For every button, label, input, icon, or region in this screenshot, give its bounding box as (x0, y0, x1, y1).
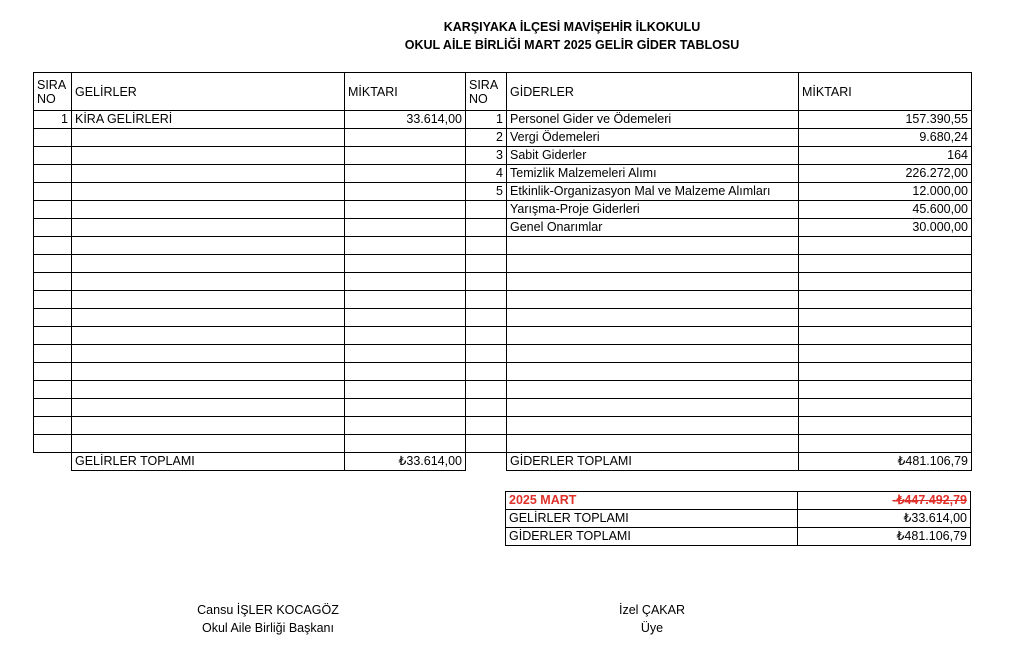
document-title: KARŞIYAKA İLÇESİ MAVİŞEHİR İLKOKULU (443, 20, 701, 34)
expense-row-no: 2 (466, 129, 507, 147)
expense-row-amount: 12.000,00 (799, 183, 972, 201)
income-row-no (34, 255, 72, 273)
expense-row-name (507, 291, 799, 309)
expense-row-amount (799, 381, 972, 399)
income-row-no (34, 237, 72, 255)
signature-role: Okul Aile Birliği Başkanı (201, 621, 334, 635)
income-no-header: SIRA NO (34, 73, 72, 111)
expense-row-no (466, 237, 507, 255)
table-row (34, 291, 972, 309)
income-row-amount (345, 435, 466, 453)
income-row-name (72, 399, 345, 417)
income-row-name (72, 273, 345, 291)
table-row (34, 219, 972, 237)
income-row-amount (345, 201, 466, 219)
income-row-amount (345, 147, 466, 165)
expense-row-name: Sabit Giderler (507, 147, 799, 165)
income-row-amount (345, 255, 466, 273)
expense-row-no: 4 (466, 165, 507, 183)
income-row-name (72, 327, 345, 345)
income-row-name (72, 435, 345, 453)
expense-row-no: 1 (466, 111, 507, 129)
expense-row-no (466, 345, 507, 363)
income-row-amount: 33.614,00 (345, 111, 466, 129)
income-row-name (72, 219, 345, 237)
expense-total-value: ₺481.106,79 (799, 453, 972, 471)
income-row-name (72, 237, 345, 255)
income-row-no (34, 147, 72, 165)
summary-income-row (506, 510, 971, 528)
expense-row-amount (799, 345, 972, 363)
expense-row-name (507, 417, 799, 435)
income-row-name: KİRA GELİRLERİ (72, 111, 345, 129)
summary-table (505, 491, 971, 546)
income-row-name (72, 183, 345, 201)
income-row-amount (345, 237, 466, 255)
expense-row-amount (799, 327, 972, 345)
income-row-name (72, 345, 345, 363)
income-row-name (72, 309, 345, 327)
table-row (34, 183, 972, 201)
income-row-amount (345, 363, 466, 381)
income-row-amount (345, 273, 466, 291)
income-total-label: GELİRLER TOPLAMI (72, 453, 345, 471)
income-row-no (34, 381, 72, 399)
income-row-no (34, 129, 72, 147)
expense-row-name (507, 435, 799, 453)
summary-income-label: GELİRLER TOPLAMI (506, 510, 798, 528)
income-row-name (72, 255, 345, 273)
summary-expense-value: ₺481.106,79 (798, 528, 971, 546)
income-row-name (72, 165, 345, 183)
expense-row-amount (799, 309, 972, 327)
expense-row-name (507, 309, 799, 327)
table-row (34, 399, 972, 417)
table-row (34, 381, 972, 399)
income-row-name (72, 147, 345, 165)
income-row-amount (345, 399, 466, 417)
income-row-amount (345, 309, 466, 327)
table-row (34, 363, 972, 381)
table-row (34, 129, 972, 147)
expense-row-amount (799, 399, 972, 417)
expense-row-no (466, 363, 507, 381)
income-row-no (34, 435, 72, 453)
expense-row-amount (799, 273, 972, 291)
income-row-no (34, 273, 72, 291)
income-row-no (34, 183, 72, 201)
income-header: GELİRLER (72, 73, 345, 111)
table-row (34, 273, 972, 291)
income-row-name (72, 291, 345, 309)
expense-row-name (507, 363, 799, 381)
expense-row-no (466, 255, 507, 273)
income-row-amount (345, 345, 466, 363)
income-row-amount (345, 327, 466, 345)
expense-row-amount (799, 255, 972, 273)
income-total-value: ₺33.614,00 (345, 453, 466, 471)
expense-row-no (466, 201, 507, 219)
expense-row-name (507, 399, 799, 417)
income-row-name (72, 201, 345, 219)
income-row-name (72, 129, 345, 147)
expense-row-no (466, 219, 507, 237)
expense-total-label: GİDERLER TOPLAMI (507, 453, 799, 471)
expense-row-no (466, 291, 507, 309)
expense-row-no (466, 399, 507, 417)
expense-row-no: 3 (466, 147, 507, 165)
summary-expense-label: GİDERLER TOPLAMI (506, 528, 798, 546)
income-row-name (72, 363, 345, 381)
income-row-amount (345, 291, 466, 309)
expense-no-header: SIRA NO (466, 73, 507, 111)
expense-row-name: Yarışma-Proje Giderleri (507, 201, 799, 219)
expense-row-name (507, 255, 799, 273)
summary-period-label: 2025 MART (506, 492, 798, 510)
income-row-amount (345, 165, 466, 183)
income-expense-table (33, 72, 972, 471)
table-row (34, 111, 972, 129)
table-row (34, 255, 972, 273)
expense-row-name (507, 345, 799, 363)
income-row-no (34, 417, 72, 435)
table-row (34, 309, 972, 327)
income-row-amount (345, 417, 466, 435)
table-header-row (34, 73, 972, 111)
totals-row (34, 453, 972, 471)
income-row-no (34, 345, 72, 363)
income-amount-header: MİKTARI (345, 73, 466, 111)
income-row-no: 1 (34, 111, 72, 129)
table-row (34, 147, 972, 165)
signature-name: İzel ÇAKAR (619, 603, 685, 617)
document-subtitle: OKUL AİLE BİRLİĞİ MART 2025 GELİR GİDER TABLOSU (404, 38, 740, 52)
table-row (34, 237, 972, 255)
summary-income-value: ₺33.614,00 (798, 510, 971, 528)
expense-row-name (507, 381, 799, 399)
signature-name: Cansu İŞLER KOCAGÖZ (197, 603, 339, 617)
expense-row-no (466, 417, 507, 435)
income-row-amount (345, 219, 466, 237)
summary-period-row (506, 492, 971, 510)
expense-row-no (466, 327, 507, 345)
expense-header: GİDERLER (507, 73, 799, 111)
expense-row-no (466, 273, 507, 291)
expense-row-amount (799, 291, 972, 309)
expense-row-amount (799, 435, 972, 453)
signature-president (168, 601, 368, 637)
table-row (34, 435, 972, 453)
income-row-amount (345, 381, 466, 399)
table-row (34, 417, 972, 435)
income-row-amount (345, 129, 466, 147)
expense-row-name (507, 273, 799, 291)
summary-expense-row (506, 528, 971, 546)
expense-row-amount: 164 (799, 147, 972, 165)
expense-row-name: Personel Gider ve Ödemeleri (507, 111, 799, 129)
income-row-no (34, 219, 72, 237)
expense-row-no (466, 381, 507, 399)
income-row-amount (345, 183, 466, 201)
expense-row-amount (799, 417, 972, 435)
expense-row-name: Genel Onarımlar (507, 219, 799, 237)
table-row (34, 201, 972, 219)
expense-row-amount (799, 237, 972, 255)
expense-row-amount: 9.680,24 (799, 129, 972, 147)
table-row (34, 345, 972, 363)
expense-row-amount: 30.000,00 (799, 219, 972, 237)
expense-row-name: Vergi Ödemeleri (507, 129, 799, 147)
income-row-name (72, 417, 345, 435)
expense-row-no (466, 435, 507, 453)
summary-period-value: -₺447.492,79 (798, 492, 971, 510)
signature-member (552, 601, 752, 637)
expense-row-amount: 45.600,00 (799, 201, 972, 219)
expense-row-no: 5 (466, 183, 507, 201)
expense-row-no (466, 309, 507, 327)
expense-row-amount (799, 363, 972, 381)
expense-row-name: Etkinlik-Organizasyon Mal ve Malzeme Alımları (507, 183, 799, 201)
expense-row-name: Temizlik Malzemeleri Alımı (507, 165, 799, 183)
expense-row-name (507, 327, 799, 345)
table-row (34, 327, 972, 345)
income-row-no (34, 309, 72, 327)
income-row-no (34, 201, 72, 219)
expense-row-name (507, 237, 799, 255)
income-row-name (72, 381, 345, 399)
income-row-no (34, 165, 72, 183)
income-row-no (34, 291, 72, 309)
expense-amount-header: MİKTARI (799, 73, 972, 111)
income-row-no (34, 399, 72, 417)
income-row-no (34, 363, 72, 381)
income-row-no (34, 327, 72, 345)
expense-row-amount: 226.272,00 (799, 165, 972, 183)
table-row (34, 165, 972, 183)
signature-role: Üye (640, 621, 664, 635)
expense-row-amount: 157.390,55 (799, 111, 972, 129)
